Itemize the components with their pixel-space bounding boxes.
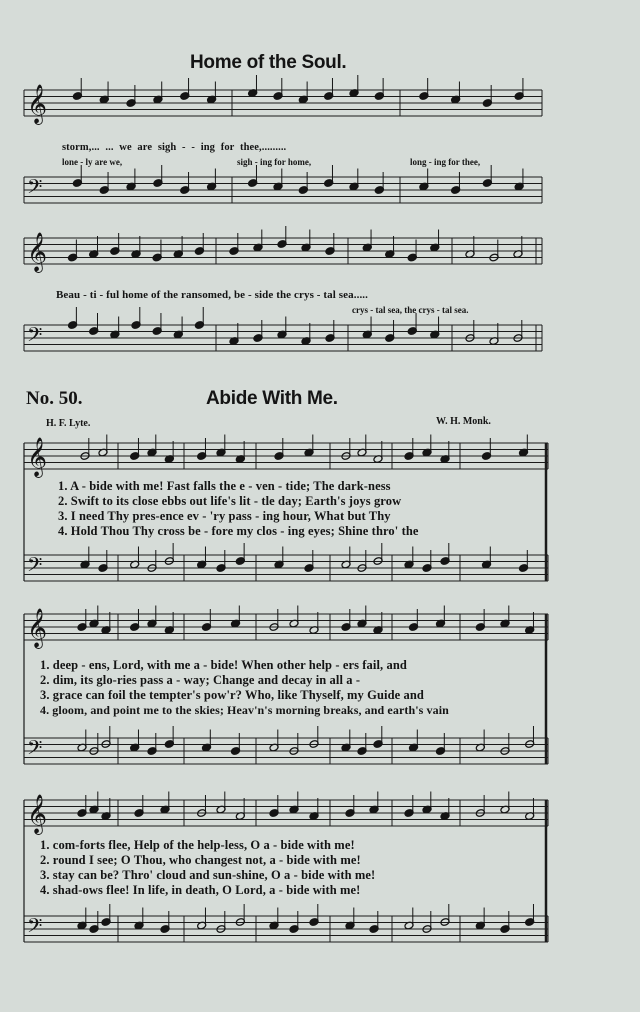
verse-line: 3. stay can be? Thro' cloud and sun-shine, O a - bide with me!	[40, 868, 376, 882]
bass-clef-icon: 𝄢	[27, 553, 43, 581]
staff	[24, 232, 542, 273]
staff	[24, 914, 548, 942]
verse-line: 4. gloom, and point me to the skies; Heav'n's morning breaks, and earth's vain	[40, 703, 449, 717]
bass-clef-icon: 𝄢	[27, 914, 43, 942]
staff	[24, 84, 542, 125]
verse-line: 1. A - bide with me! Fast falls the e - ven - tide; The dark-ness	[58, 479, 391, 493]
verse-line: 4. Hold Thou Thy cross be - fore my clos - ing eyes; Shine thro' the	[58, 524, 419, 538]
hymn-author: H. F. Lyte.	[46, 418, 91, 429]
bass-clef-icon: 𝄢	[27, 323, 43, 351]
treble-clef-icon: 𝄞	[27, 794, 48, 834]
lyric-subline: sigh - ing for home,	[237, 157, 312, 167]
hymn-title-top: Home of the Soul.	[190, 52, 347, 73]
lyric-line: storm,... ... we are sigh - - ing for thee,.........	[62, 142, 287, 153]
treble-clef-icon: 𝄞	[27, 608, 48, 648]
bass-clef-icon: 𝄢	[27, 736, 43, 764]
verse-line: 1. deep - ens, Lord, with me a - bide! When other help - ers fail, and	[40, 658, 407, 672]
lyric-subline: lone - ly are we,	[62, 157, 123, 167]
verse-line: 2. Swift to its close ebbs out life's lit - tle day; Earth's joys grow	[58, 494, 402, 508]
treble-clef-icon: 𝄞	[27, 232, 48, 272]
verse-line: 3. I need Thy pres-ence ev - 'ry pass - ing hour, What but Thy	[58, 509, 391, 523]
hymn-number: No. 50.	[26, 388, 83, 409]
treble-clef-icon: 𝄞	[27, 437, 48, 477]
bass-clef-icon: 𝄢	[27, 175, 43, 203]
staff	[24, 437, 548, 478]
verse-line: 2. round I see; O Thou, who changest not, a - bide with me!	[40, 853, 361, 867]
hymn-title: Abide With Me.	[206, 388, 338, 409]
treble-clef-icon: 𝄞	[27, 84, 48, 124]
verse-line: 3. grace can foil the tempter's pow'r? Who, like Thyself, my Guide and	[40, 688, 424, 702]
staff	[24, 736, 548, 764]
verse-line: 4. shad-ows flee! In life, in death, O Lord, a - bide with me!	[40, 883, 361, 897]
verse-line: 2. dim, its glo-ries pass a - way; Change and decay in all a -	[40, 673, 361, 687]
hymn-composer: W. H. Monk.	[436, 416, 491, 427]
lyric-subline: long - ing for thee,	[410, 157, 481, 167]
lyric-subline: crys - tal sea, the crys - tal sea.	[352, 305, 469, 315]
lyric-line: Beau - ti - ful home of the ransomed, be - side the crys - tal sea.....	[56, 289, 369, 301]
verse-line: 1. com-forts flee, Help of the help-less, O a - bide with me!	[40, 838, 355, 852]
